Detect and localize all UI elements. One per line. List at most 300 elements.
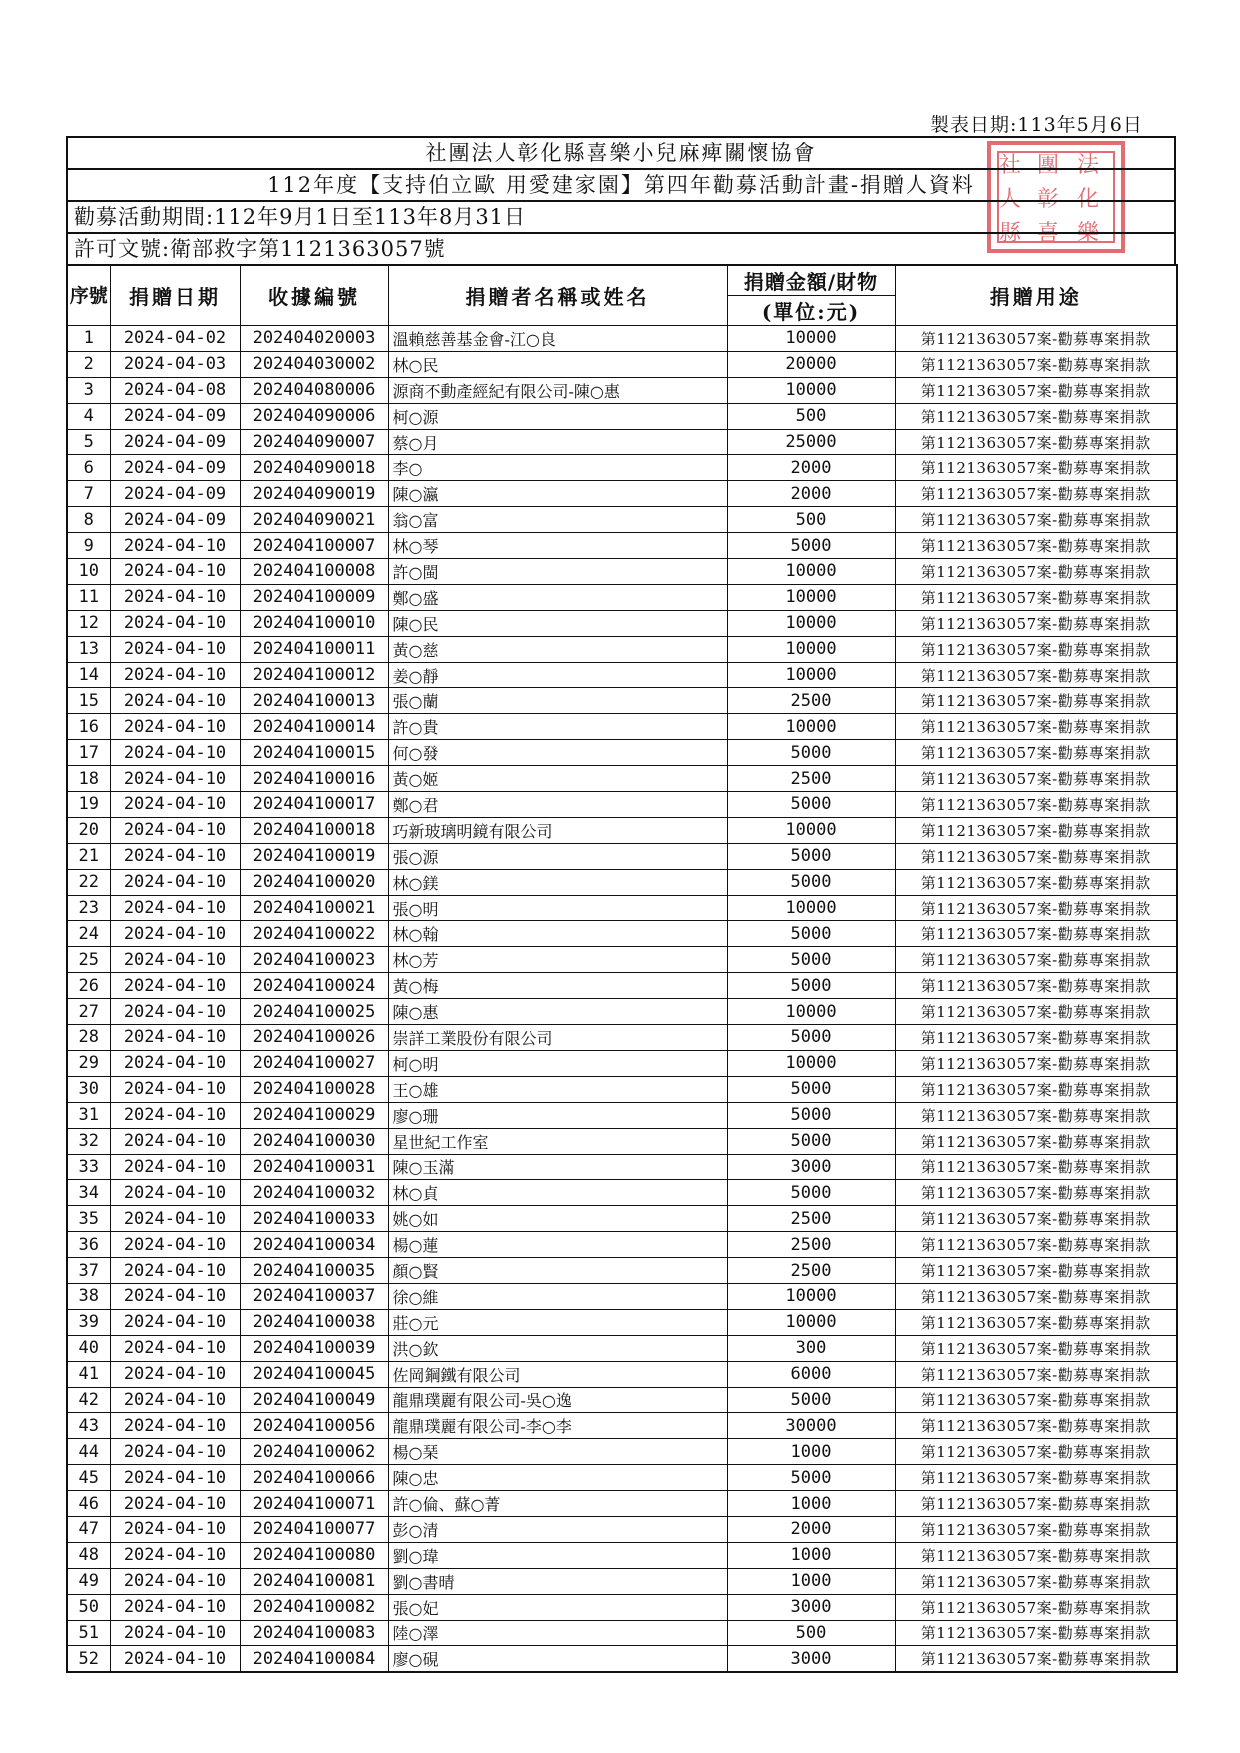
table-row <box>67 1491 1177 1517</box>
cell-no: 30 <box>67 1076 110 1102</box>
donor-sheet <box>66 136 1176 1673</box>
cell-date: 2024-04-10 <box>110 766 240 792</box>
cell-purpose: 第1121363057案-勸募專案捐款 <box>895 1283 1177 1309</box>
cell-amount: 2000 <box>727 455 895 481</box>
cell-date: 2024-04-10 <box>110 1206 240 1232</box>
cell-amount: 10000 <box>727 1309 895 1335</box>
table-row <box>67 1413 1177 1439</box>
cell-receipt: 202404090021 <box>240 507 388 533</box>
cell-purpose: 第1121363057案-勸募專案捐款 <box>895 1232 1177 1258</box>
cell-purpose: 第1121363057案-勸募專案捐款 <box>895 1516 1177 1542</box>
cell-purpose: 第1121363057案-勸募專案捐款 <box>895 1206 1177 1232</box>
cell-amount: 3000 <box>727 1594 895 1620</box>
cell-donor: 佐岡鋼鐵有限公司 <box>388 1361 727 1387</box>
table-row <box>67 740 1177 766</box>
cell-date: 2024-04-10 <box>110 1180 240 1206</box>
cell-date: 2024-04-10 <box>110 688 240 714</box>
cell-donor: 王○雄 <box>388 1076 727 1102</box>
cell-donor: 黃○梅 <box>388 973 727 999</box>
cell-no: 46 <box>67 1491 110 1517</box>
cell-date: 2024-04-10 <box>110 947 240 973</box>
cell-amount: 500 <box>727 507 895 533</box>
cell-purpose: 第1121363057案-勸募專案捐款 <box>895 559 1177 585</box>
table-row <box>67 326 1177 352</box>
cell-donor: 莊○元 <box>388 1309 727 1335</box>
cell-donor: 張○妃 <box>388 1594 727 1620</box>
cell-no: 42 <box>67 1387 110 1413</box>
cell-donor: 姜○靜 <box>388 662 727 688</box>
cell-purpose: 第1121363057案-勸募專案捐款 <box>895 403 1177 429</box>
cell-amount: 5000 <box>727 921 895 947</box>
cell-date: 2024-04-10 <box>110 636 240 662</box>
cell-amount: 6000 <box>727 1361 895 1387</box>
cell-receipt: 202404100030 <box>240 1128 388 1154</box>
cell-no: 10 <box>67 559 110 585</box>
cell-receipt: 202404090006 <box>240 403 388 429</box>
cell-donor: 林○琴 <box>388 533 727 559</box>
cell-donor: 陳○惠 <box>388 999 727 1025</box>
cell-date: 2024-04-10 <box>110 792 240 818</box>
table-row <box>67 792 1177 818</box>
cell-date: 2024-04-09 <box>110 455 240 481</box>
cell-no: 47 <box>67 1516 110 1542</box>
cell-amount: 10000 <box>727 377 895 403</box>
cell-receipt: 202404100045 <box>240 1361 388 1387</box>
cell-donor: 陳○瀛 <box>388 481 727 507</box>
cell-receipt: 202404030002 <box>240 351 388 377</box>
cell-receipt: 202404090018 <box>240 455 388 481</box>
permit-number: 許可文號:衛部救字第1121363057號 <box>66 232 1176 264</box>
organization-seal: 社 團 法 人 彰 化 縣 喜 樂 <box>987 141 1125 253</box>
cell-donor: 廖○珊 <box>388 1102 727 1128</box>
cell-date: 2024-04-09 <box>110 481 240 507</box>
cell-no: 35 <box>67 1206 110 1232</box>
cell-receipt: 202404100033 <box>240 1206 388 1232</box>
cell-date: 2024-04-10 <box>110 1128 240 1154</box>
cell-date: 2024-04-10 <box>110 714 240 740</box>
cell-no: 27 <box>67 999 110 1025</box>
cell-no: 6 <box>67 455 110 481</box>
cell-purpose: 第1121363057案-勸募專案捐款 <box>895 1439 1177 1465</box>
cell-donor: 徐○維 <box>388 1283 727 1309</box>
cell-no: 14 <box>67 662 110 688</box>
cell-donor: 林○鎂 <box>388 869 727 895</box>
cell-donor: 柯○明 <box>388 1050 727 1076</box>
header-unit: (單位:元) <box>727 296 895 326</box>
table-row <box>67 584 1177 610</box>
cell-receipt: 202404100062 <box>240 1439 388 1465</box>
cell-donor: 鄭○君 <box>388 792 727 818</box>
cell-receipt: 202404100084 <box>240 1646 388 1672</box>
cell-no: 25 <box>67 947 110 973</box>
cell-no: 23 <box>67 895 110 921</box>
cell-no: 18 <box>67 766 110 792</box>
cell-amount: 10000 <box>727 636 895 662</box>
cell-amount: 1000 <box>727 1568 895 1594</box>
cell-amount: 300 <box>727 1335 895 1361</box>
cell-donor: 蔡○月 <box>388 429 727 455</box>
cell-amount: 3000 <box>727 1646 895 1672</box>
cell-donor: 顏○賢 <box>388 1258 727 1284</box>
cell-amount: 5000 <box>727 1076 895 1102</box>
cell-no: 4 <box>67 403 110 429</box>
table-row <box>67 1620 1177 1646</box>
cell-purpose: 第1121363057案-勸募專案捐款 <box>895 792 1177 818</box>
cell-purpose: 第1121363057案-勸募專案捐款 <box>895 1620 1177 1646</box>
cell-donor: 崇詳工業股份有限公司 <box>388 1025 727 1051</box>
table-row <box>67 766 1177 792</box>
cell-donor: 巧新玻璃明鏡有限公司 <box>388 817 727 843</box>
cell-purpose: 第1121363057案-勸募專案捐款 <box>895 1309 1177 1335</box>
cell-no: 50 <box>67 1594 110 1620</box>
cell-receipt: 202404100018 <box>240 817 388 843</box>
cell-amount: 2000 <box>727 481 895 507</box>
table-row <box>67 1025 1177 1051</box>
cell-amount: 5000 <box>727 843 895 869</box>
cell-donor: 陳○忠 <box>388 1465 727 1491</box>
table-row <box>67 1387 1177 1413</box>
cell-donor: 彭○清 <box>388 1516 727 1542</box>
cell-donor: 黃○慈 <box>388 636 727 662</box>
table-row <box>67 559 1177 585</box>
donor-table <box>66 264 1178 1673</box>
cell-date: 2024-04-09 <box>110 429 240 455</box>
cell-no: 44 <box>67 1439 110 1465</box>
cell-amount: 20000 <box>727 351 895 377</box>
cell-donor: 楊○蓮 <box>388 1232 727 1258</box>
cell-receipt: 202404100025 <box>240 999 388 1025</box>
cell-no: 20 <box>67 817 110 843</box>
cell-no: 9 <box>67 533 110 559</box>
cell-purpose: 第1121363057案-勸募專案捐款 <box>895 869 1177 895</box>
table-row <box>67 351 1177 377</box>
cell-purpose: 第1121363057案-勸募專案捐款 <box>895 1025 1177 1051</box>
cell-purpose: 第1121363057案-勸募專案捐款 <box>895 1465 1177 1491</box>
cell-donor: 陳○民 <box>388 610 727 636</box>
cell-purpose: 第1121363057案-勸募專案捐款 <box>895 481 1177 507</box>
cell-amount: 10000 <box>727 559 895 585</box>
cell-receipt: 202404100082 <box>240 1594 388 1620</box>
cell-donor: 許○貴 <box>388 714 727 740</box>
cell-date: 2024-04-03 <box>110 351 240 377</box>
cell-date: 2024-04-10 <box>110 1025 240 1051</box>
table-row <box>67 1206 1177 1232</box>
cell-no: 26 <box>67 973 110 999</box>
cell-receipt: 202404090019 <box>240 481 388 507</box>
cell-date: 2024-04-10 <box>110 999 240 1025</box>
cell-amount: 2500 <box>727 766 895 792</box>
cell-no: 43 <box>67 1413 110 1439</box>
cell-date: 2024-04-10 <box>110 895 240 921</box>
cell-receipt: 202404100023 <box>240 947 388 973</box>
cell-no: 41 <box>67 1361 110 1387</box>
cell-donor: 姚○如 <box>388 1206 727 1232</box>
cell-no: 2 <box>67 351 110 377</box>
cell-purpose: 第1121363057案-勸募專案捐款 <box>895 1568 1177 1594</box>
cell-purpose: 第1121363057案-勸募專案捐款 <box>895 1413 1177 1439</box>
cell-donor: 星世紀工作室 <box>388 1128 727 1154</box>
header-receipt: 收據編號 <box>240 265 388 326</box>
cell-amount: 2500 <box>727 688 895 714</box>
cell-amount: 10000 <box>727 584 895 610</box>
table-row <box>67 533 1177 559</box>
cell-amount: 10000 <box>727 610 895 636</box>
cell-donor: 龍鼎璞麗有限公司-吳○逸 <box>388 1387 727 1413</box>
cell-no: 34 <box>67 1180 110 1206</box>
cell-date: 2024-04-10 <box>110 1283 240 1309</box>
cell-purpose: 第1121363057案-勸募專案捐款 <box>895 688 1177 714</box>
cell-no: 29 <box>67 1050 110 1076</box>
cell-amount: 5000 <box>727 1465 895 1491</box>
cell-donor: 柯○源 <box>388 403 727 429</box>
table-row <box>67 714 1177 740</box>
cell-receipt: 202404100014 <box>240 714 388 740</box>
cell-date: 2024-04-10 <box>110 1516 240 1542</box>
header-amount: 捐贈金額/財物 <box>727 265 895 296</box>
org-name: 社團法人彰化縣喜樂小兒麻痺關懷協會 <box>66 136 1176 168</box>
cell-amount: 1000 <box>727 1542 895 1568</box>
cell-no: 8 <box>67 507 110 533</box>
table-row <box>67 1154 1177 1180</box>
cell-amount: 5000 <box>727 947 895 973</box>
table-row <box>67 1232 1177 1258</box>
cell-purpose: 第1121363057案-勸募專案捐款 <box>895 1594 1177 1620</box>
table-row <box>67 662 1177 688</box>
cell-amount: 2000 <box>727 1516 895 1542</box>
cell-receipt: 202404100027 <box>240 1050 388 1076</box>
cell-receipt: 202404100024 <box>240 973 388 999</box>
cell-receipt: 202404100083 <box>240 1620 388 1646</box>
cell-date: 2024-04-10 <box>110 1465 240 1491</box>
cell-date: 2024-04-10 <box>110 1076 240 1102</box>
cell-no: 16 <box>67 714 110 740</box>
cell-amount: 5000 <box>727 740 895 766</box>
cell-no: 36 <box>67 1232 110 1258</box>
cell-purpose: 第1121363057案-勸募專案捐款 <box>895 999 1177 1025</box>
cell-purpose: 第1121363057案-勸募專案捐款 <box>895 1646 1177 1672</box>
cell-receipt: 202404100011 <box>240 636 388 662</box>
header-donor: 捐贈者名稱或姓名 <box>388 265 727 326</box>
cell-no: 49 <box>67 1568 110 1594</box>
cell-date: 2024-04-10 <box>110 921 240 947</box>
table-row <box>67 1594 1177 1620</box>
cell-donor: 張○蘭 <box>388 688 727 714</box>
cell-date: 2024-04-10 <box>110 533 240 559</box>
cell-donor: 李○ <box>388 455 727 481</box>
table-row <box>67 843 1177 869</box>
cell-amount: 10000 <box>727 999 895 1025</box>
cell-receipt: 202404100008 <box>240 559 388 585</box>
cell-donor: 林○民 <box>388 351 727 377</box>
cell-donor: 陳○玉滿 <box>388 1154 727 1180</box>
cell-purpose: 第1121363057案-勸募專案捐款 <box>895 843 1177 869</box>
cell-donor: 劉○書晴 <box>388 1568 727 1594</box>
cell-donor: 鄭○盛 <box>388 584 727 610</box>
cell-purpose: 第1121363057案-勸募專案捐款 <box>895 351 1177 377</box>
cell-amount: 3000 <box>727 1154 895 1180</box>
cell-date: 2024-04-10 <box>110 1620 240 1646</box>
cell-amount: 10000 <box>727 714 895 740</box>
cell-receipt: 202404100071 <box>240 1491 388 1517</box>
table-row <box>67 1128 1177 1154</box>
table-row <box>67 869 1177 895</box>
table-row <box>67 1102 1177 1128</box>
cell-receipt: 202404100028 <box>240 1076 388 1102</box>
cell-amount: 5000 <box>727 1180 895 1206</box>
cell-purpose: 第1121363057案-勸募專案捐款 <box>895 610 1177 636</box>
cell-no: 13 <box>67 636 110 662</box>
cell-amount: 5000 <box>727 1102 895 1128</box>
cell-date: 2024-04-10 <box>110 817 240 843</box>
cell-no: 28 <box>67 1025 110 1051</box>
header-no: 序號 <box>67 265 110 326</box>
cell-purpose: 第1121363057案-勸募專案捐款 <box>895 766 1177 792</box>
cell-donor: 何○發 <box>388 740 727 766</box>
cell-purpose: 第1121363057案-勸募專案捐款 <box>895 1258 1177 1284</box>
header-date: 捐贈日期 <box>110 265 240 326</box>
table-row <box>67 1050 1177 1076</box>
cell-no: 24 <box>67 921 110 947</box>
cell-amount: 5000 <box>727 973 895 999</box>
cell-donor: 洪○欽 <box>388 1335 727 1361</box>
cell-amount: 5000 <box>727 1025 895 1051</box>
cell-date: 2024-04-10 <box>110 1439 240 1465</box>
cell-receipt: 202404100066 <box>240 1465 388 1491</box>
cell-amount: 500 <box>727 403 895 429</box>
campaign-period: 勸募活動期間:112年9月1日至113年8月31日 <box>66 200 1176 232</box>
table-row <box>67 636 1177 662</box>
cell-receipt: 202404100010 <box>240 610 388 636</box>
cell-receipt: 202404100009 <box>240 584 388 610</box>
cell-receipt: 202404100017 <box>240 792 388 818</box>
cell-donor: 陸○澤 <box>388 1620 727 1646</box>
cell-purpose: 第1121363057案-勸募專案捐款 <box>895 636 1177 662</box>
cell-donor: 林○翰 <box>388 921 727 947</box>
cell-receipt: 202404100031 <box>240 1154 388 1180</box>
cell-date: 2024-04-10 <box>110 1646 240 1672</box>
cell-purpose: 第1121363057案-勸募專案捐款 <box>895 740 1177 766</box>
cell-receipt: 202404100039 <box>240 1335 388 1361</box>
cell-purpose: 第1121363057案-勸募專案捐款 <box>895 973 1177 999</box>
cell-receipt: 202404100080 <box>240 1542 388 1568</box>
header-purpose: 捐贈用途 <box>895 265 1177 326</box>
cell-receipt: 202404100029 <box>240 1102 388 1128</box>
cell-date: 2024-04-10 <box>110 740 240 766</box>
cell-purpose: 第1121363057案-勸募專案捐款 <box>895 1335 1177 1361</box>
cell-no: 5 <box>67 429 110 455</box>
table-row <box>67 455 1177 481</box>
cell-no: 21 <box>67 843 110 869</box>
table-row <box>67 1465 1177 1491</box>
cell-date: 2024-04-10 <box>110 1361 240 1387</box>
cell-date: 2024-04-10 <box>110 1102 240 1128</box>
cell-receipt: 202404100012 <box>240 662 388 688</box>
cell-purpose: 第1121363057案-勸募專案捐款 <box>895 947 1177 973</box>
table-row <box>67 947 1177 973</box>
cell-purpose: 第1121363057案-勸募專案捐款 <box>895 714 1177 740</box>
cell-receipt: 202404100019 <box>240 843 388 869</box>
cell-date: 2024-04-10 <box>110 1491 240 1517</box>
table-row <box>67 481 1177 507</box>
cell-no: 15 <box>67 688 110 714</box>
cell-amount: 5000 <box>727 869 895 895</box>
cell-amount: 2500 <box>727 1232 895 1258</box>
cell-receipt: 202404100016 <box>240 766 388 792</box>
cell-purpose: 第1121363057案-勸募專案捐款 <box>895 1387 1177 1413</box>
cell-no: 7 <box>67 481 110 507</box>
cell-date: 2024-04-10 <box>110 1309 240 1335</box>
cell-purpose: 第1121363057案-勸募專案捐款 <box>895 1491 1177 1517</box>
table-row <box>67 1283 1177 1309</box>
table-row <box>67 1309 1177 1335</box>
cell-amount: 1000 <box>727 1439 895 1465</box>
cell-purpose: 第1121363057案-勸募專案捐款 <box>895 1128 1177 1154</box>
cell-donor: 許○閩 <box>388 559 727 585</box>
cell-purpose: 第1121363057案-勸募專案捐款 <box>895 921 1177 947</box>
cell-receipt: 202404090007 <box>240 429 388 455</box>
cell-purpose: 第1121363057案-勸募專案捐款 <box>895 1361 1177 1387</box>
cell-amount: 1000 <box>727 1491 895 1517</box>
cell-receipt: 202404100020 <box>240 869 388 895</box>
cell-receipt: 202404080006 <box>240 377 388 403</box>
cell-receipt: 202404020003 <box>240 326 388 352</box>
cell-receipt: 202404100013 <box>240 688 388 714</box>
cell-date: 2024-04-10 <box>110 1387 240 1413</box>
cell-date: 2024-04-10 <box>110 1594 240 1620</box>
cell-no: 40 <box>67 1335 110 1361</box>
cell-date: 2024-04-02 <box>110 326 240 352</box>
cell-purpose: 第1121363057案-勸募專案捐款 <box>895 1050 1177 1076</box>
cell-amount: 2500 <box>727 1206 895 1232</box>
cell-receipt: 202404100015 <box>240 740 388 766</box>
table-row <box>67 507 1177 533</box>
cell-date: 2024-04-08 <box>110 377 240 403</box>
cell-receipt: 202404100021 <box>240 895 388 921</box>
table-row <box>67 610 1177 636</box>
cell-receipt: 202404100077 <box>240 1516 388 1542</box>
cell-no: 12 <box>67 610 110 636</box>
cell-donor: 源商不動產經紀有限公司-陳○惠 <box>388 377 727 403</box>
table-row <box>67 999 1177 1025</box>
cell-donor: 溫賴慈善基金會-江○良 <box>388 326 727 352</box>
cell-date: 2024-04-09 <box>110 403 240 429</box>
cell-no: 17 <box>67 740 110 766</box>
cell-purpose: 第1121363057案-勸募專案捐款 <box>895 1542 1177 1568</box>
cell-amount: 10000 <box>727 1283 895 1309</box>
table-row <box>67 1335 1177 1361</box>
table-row <box>67 1646 1177 1672</box>
cell-purpose: 第1121363057案-勸募專案捐款 <box>895 1180 1177 1206</box>
cell-date: 2024-04-10 <box>110 1232 240 1258</box>
table-row <box>67 973 1177 999</box>
cell-purpose: 第1121363057案-勸募專案捐款 <box>895 895 1177 921</box>
cell-receipt: 202404100035 <box>240 1258 388 1284</box>
cell-date: 2024-04-10 <box>110 1542 240 1568</box>
cell-date: 2024-04-10 <box>110 843 240 869</box>
cell-receipt: 202404100022 <box>240 921 388 947</box>
table-row <box>67 1258 1177 1284</box>
cell-date: 2024-04-10 <box>110 662 240 688</box>
cell-no: 33 <box>67 1154 110 1180</box>
cell-amount: 5000 <box>727 1128 895 1154</box>
table-row <box>67 403 1177 429</box>
cell-amount: 10000 <box>727 326 895 352</box>
cell-purpose: 第1121363057案-勸募專案捐款 <box>895 1076 1177 1102</box>
cell-no: 48 <box>67 1542 110 1568</box>
table-row <box>67 1361 1177 1387</box>
cell-receipt: 202404100056 <box>240 1413 388 1439</box>
cell-amount: 10000 <box>727 895 895 921</box>
